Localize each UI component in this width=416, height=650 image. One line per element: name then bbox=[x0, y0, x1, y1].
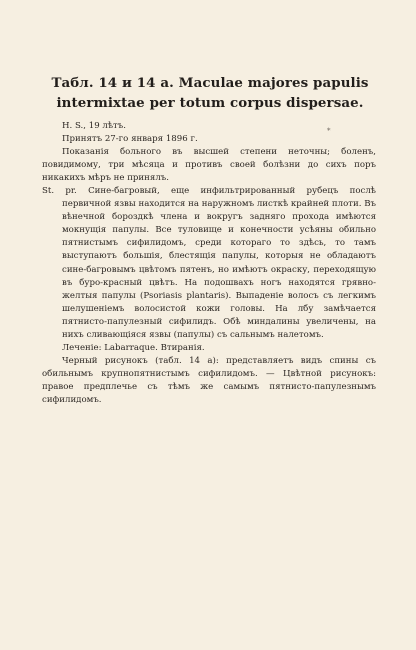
treatment-line: Леченіе: Labarraque. Втиранія. bbox=[62, 342, 205, 353]
page-title: Табл. 14 и 14 а. Maculae majores papulis intermixtae per totum corpus dispersae. bbox=[51, 75, 369, 111]
anamnesis-paragraph: Показанія больного въ высшей степени неточны; боленъ, повидимому, три мѣсяца и противъ своей болѣзни до сихъ поръ никакихъ мѣръ не принялъ. bbox=[42, 147, 376, 184]
patient-line: H. S., 19 лѣтъ. bbox=[62, 121, 126, 131]
figures-paragraph: Черный рисунокъ (табл. 14 а): представляетъ видъ спины съ обильнымъ крупнопятнистымъ сифилидомъ. — Цвѣтной рисунокъ: правое предплечье съ тѣмъ же самымъ пятнисто-папулезнымъ сифилидомъ. bbox=[42, 355, 376, 405]
margin-mark: * bbox=[327, 127, 331, 135]
status-text: Сине-багровый, еще инфильтрированный рубецъ послѣ первичной язвы находится на наружномъ листкѣ крайней плоти. Въ вѣнечной бороздкѣ члена и вокругъ задняго прохода имѣются мокнущія папулы. Все туловище и конечности усѣяны обильно пятнистымъ сифилидомъ, среди котораго то здѣсь, то тамъ выступаютъ большія, блестящія папулы, которыя не обладаютъ сине-багровымъ цвѣтомъ пятенъ, но имѣютъ окраску, переходящую въ буро-красный цвѣтъ. На подошвахъ ногъ находятся грявно-желтыя папулы (Psoriasis plantaris). Выпаденіе волосъ съ легкимъ шелушеніемъ волосистой кожи головы. На лбу замѣчается пятнисто-папулезный сифилидъ. Обѣ миндалины увеличены, на нихъ сливающіяся язвы (папулы) съ сальнымъ налетомъ. bbox=[62, 186, 376, 340]
status-paragraph bbox=[42, 185, 376, 342]
admitted-line: Принятъ 27-го января 1896 г. bbox=[62, 134, 198, 145]
status-label: St. pr. bbox=[42, 186, 77, 197]
case-text bbox=[42, 120, 376, 407]
